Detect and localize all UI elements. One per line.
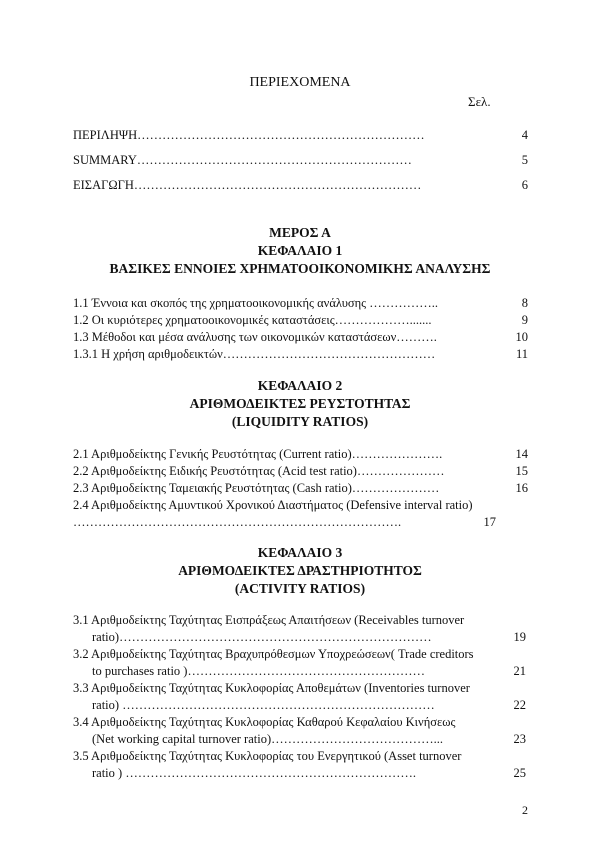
toc-entry-leader: ……………………………………………………………………. [73,515,402,529]
toc-entry[interactable]: 1.1 Έννοια και σκοπός της χρηματοοικονομικής ανάλυσης …………….. [73,296,439,310]
toc-entry-cont: ratio ) ……………………………………………………………. [92,766,416,780]
toc-page: 6 [521,178,528,192]
toc-entry[interactable]: 2.2 Αριθμοδείκτης Ειδικής Ρευστότητας (Acid test ratio)………………… [73,464,445,478]
toc-page: 17 [483,515,496,529]
toc-page: 16 [515,481,528,495]
toc-page: 11 [515,347,528,361]
toc-entry[interactable]: 2.1 Αριθμοδείκτης Γενικής Ρευστότητας (Current ratio)…………………. [73,447,443,461]
toc-entry[interactable]: 1.3.1 Η χρήση αριθμοδεικτών…………………………………………… [73,347,436,361]
toc-entry-cont: ratio)………………………………………………………………… [92,630,432,644]
toc-entry[interactable]: 3.5 Αριθμοδείκτης Ταχύτητας Κυκλοφορίας του Ενεργητικού (Asset turnover [73,749,462,763]
toc-entry-introduction[interactable]: ΕΙΣΑΓΩΓΗ…………………………………………………………… [73,178,422,192]
toc-entry[interactable]: 1.3 Μέθοδοι και μέσα ανάλυσης των οικονομικών καταστάσεων………. [73,330,437,344]
chapter-subtitle: ΒΑΣΙΚΕΣ ΕΝΝΟΙΕΣ ΧΡΗΜΑΤΟΟΙΚΟΝΟΜΙΚΗΣ ΑΝΑΛΥΣΗΣ [109,261,491,276]
chapter-subtitle-en: (LIQUIDITY RATIOS) [231,414,369,429]
toc-page: 22 [513,698,526,712]
toc-entry-cont: (Net working capital turnover ratio)…………………………………... [92,732,443,746]
page-column-label: Σελ. [468,94,491,109]
toc-page: 5 [521,153,528,167]
chapter-subtitle-en: (ACTIVITY RATIOS) [234,581,366,596]
toc-entry-cont: to purchases ratio )………………………………………………… [92,664,425,678]
toc-page: 19 [513,630,526,644]
toc-title: ΠΕΡΙΕΧΟΜΕΝΑ [249,75,351,90]
toc-entry[interactable]: 3.1 Αριθμοδείκτης Ταχύτητας Εισπράξεως Απαιτήσεων (Receivables turnover [73,613,465,627]
toc-page: 4 [521,128,528,142]
chapter-subtitle: ΑΡΙΘΜΟΔΕΙΚΤΕΣ ΡΕΥΣΤΟΤΗΤΑΣ [189,396,411,411]
toc-page: 23 [513,732,526,746]
toc-page: 9 [521,313,528,327]
toc-entry[interactable]: 3.2 Αριθμοδείκτης Ταχύτητας Βραχυπρόθεσμων Υποχρεώσεων( Trade creditors [73,647,474,661]
toc-entry[interactable]: 2.3 Αριθμοδείκτης Ταμειακής Ρευστότητας (Cash ratio)………………… [73,481,440,495]
toc-entry-summary-en[interactable]: SUMMARY………………………………………………………… [73,153,412,167]
toc-page: 14 [515,447,528,461]
page-number: 2 [522,803,528,817]
chapter-title: ΚΕΦΑΛΑΙΟ 2 [257,378,343,393]
toc-entry[interactable]: 2.4 Αριθμοδείκτης Αμυντικού Χρονικού Διαστήματος (Defensive interval ratio) [73,498,473,512]
toc-entry-summary-gr[interactable]: ΠΕΡΙΛΗΨΗ…………………………………………………………… [73,128,425,142]
part-title: ΜΕΡΟΣ Α [269,225,331,240]
toc-entry[interactable]: 3.3 Αριθμοδείκτης Ταχύτητας Κυκλοφορίας Αποθεμάτων (Inventories turnover [73,681,470,695]
chapter-subtitle: ΑΡΙΘΜΟΔΕΙΚΤΕΣ ΔΡΑΣΤΗΡΙΟΤΗΤΟΣ [178,563,422,578]
toc-page: 15 [515,464,528,478]
toc-page: 21 [513,664,526,678]
toc-page: 25 [513,766,526,780]
toc-page: 10 [515,330,528,344]
chapter-title: ΚΕΦΑΛΑΙΟ 3 [257,545,343,560]
toc-entry-cont: ratio) ………………………………………………………………… [92,698,435,712]
toc-entry[interactable]: 1.2 Οι κυριότερες χρηματοοικονομικές καταστάσεις………………....... [73,313,432,327]
chapter-title: ΚΕΦΑΛΑΙΟ 1 [257,243,343,258]
toc-entry[interactable]: 3.4 Αριθμοδείκτης Ταχύτητας Κυκλοφορίας Καθαρού Κεφαλαίου Κινήσεως [73,715,456,729]
toc-page: 8 [521,296,528,310]
